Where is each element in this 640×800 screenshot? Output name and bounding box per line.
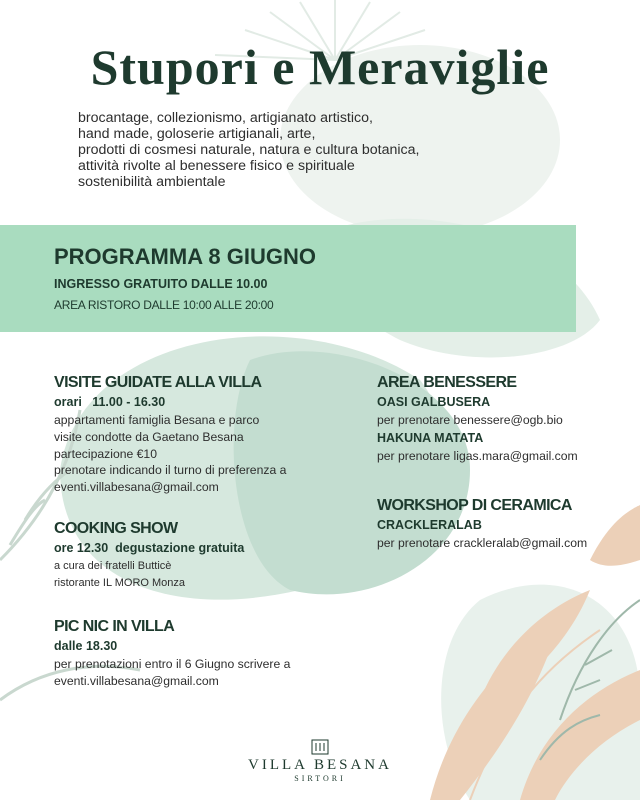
logo-name: VILLA BESANA (248, 757, 392, 773)
section-cooking (54, 520, 244, 592)
program-food-area: AREA RISTORO DALLE 10:00 ALLE 20:00 (54, 298, 274, 312)
visite-line: prenotare indicando il turno di preferenza a (54, 463, 287, 478)
visite-line: appartamenti famiglia Besana e parco (54, 413, 260, 427)
cooking-line: ristorante IL MORO Monza (54, 577, 186, 589)
visite-hours: orari 11.00 - 16.30 (54, 395, 166, 409)
subtitle-line: sostenibilità ambientale (78, 174, 226, 190)
benessere-item-info: per prenotare ligas.mara@gmail.com (377, 448, 578, 463)
villa-crest-icon (310, 738, 330, 756)
visite-line: partecipazione €10 (54, 446, 157, 461)
section-picnic (54, 618, 290, 690)
benessere-item-name: HAKUNA MATATA (377, 430, 484, 445)
ceramica-sub: CRACKLERALAB (377, 518, 482, 532)
subtitle-line: attività rivolte al benessere fisico e spirituale (78, 158, 355, 174)
ceramica-info: per prenotare crackleralab@gmail.com (377, 536, 588, 550)
benessere-item-info: per prenotare benessere@ogb.bio (377, 413, 563, 427)
benessere-heading: AREA BENESSERE (377, 374, 517, 391)
picnic-line: per prenotazioni entro il 6 Giugno scrivere a (54, 657, 291, 671)
subtitle (78, 110, 498, 190)
logo-place: SIRTORI (294, 774, 346, 783)
subtitle-line: prodotti di cosmesi naturale, natura e cultura botanica, (78, 142, 420, 158)
page-title: Stupori e Meraviglie (90, 39, 550, 95)
cooking-heading: COOKING SHOW (54, 520, 178, 537)
picnic-heading: PIC NIC IN VILLA (54, 618, 175, 635)
program-entry: INGRESSO GRATUITO DALLE 10.00 (54, 277, 268, 291)
cooking-line: a cura dei fratelli Butticè (54, 560, 172, 572)
ceramica-heading: WORKSHOP DI CERAMICA (377, 497, 572, 514)
benessere-item-name: OASI GALBUSERA (377, 395, 491, 409)
subtitle-line: hand made, goloserie artigianali, arte, (78, 126, 316, 142)
section-visite (54, 374, 286, 496)
section-ceramica (377, 497, 587, 552)
program-title: PROGRAMMA 8 GIUGNO (54, 244, 316, 269)
subtitle-line: brocantage, collezionismo, artigianato artistico, (78, 110, 373, 126)
villa-besana-logo (0, 738, 640, 783)
section-benessere (377, 374, 578, 465)
cooking-sub: ore 12.30 degustazione gratuita (54, 541, 245, 555)
picnic-sub: dalle 18.30 (54, 639, 118, 653)
visite-email: eventi.villabesana@gmail.com (54, 480, 219, 495)
visite-heading: VISITE GUIDATE ALLA VILLA (54, 374, 262, 391)
visite-line: visite condotte da Gaetano Besana (54, 429, 244, 444)
picnic-email: eventi.villabesana@gmail.com (54, 673, 219, 688)
